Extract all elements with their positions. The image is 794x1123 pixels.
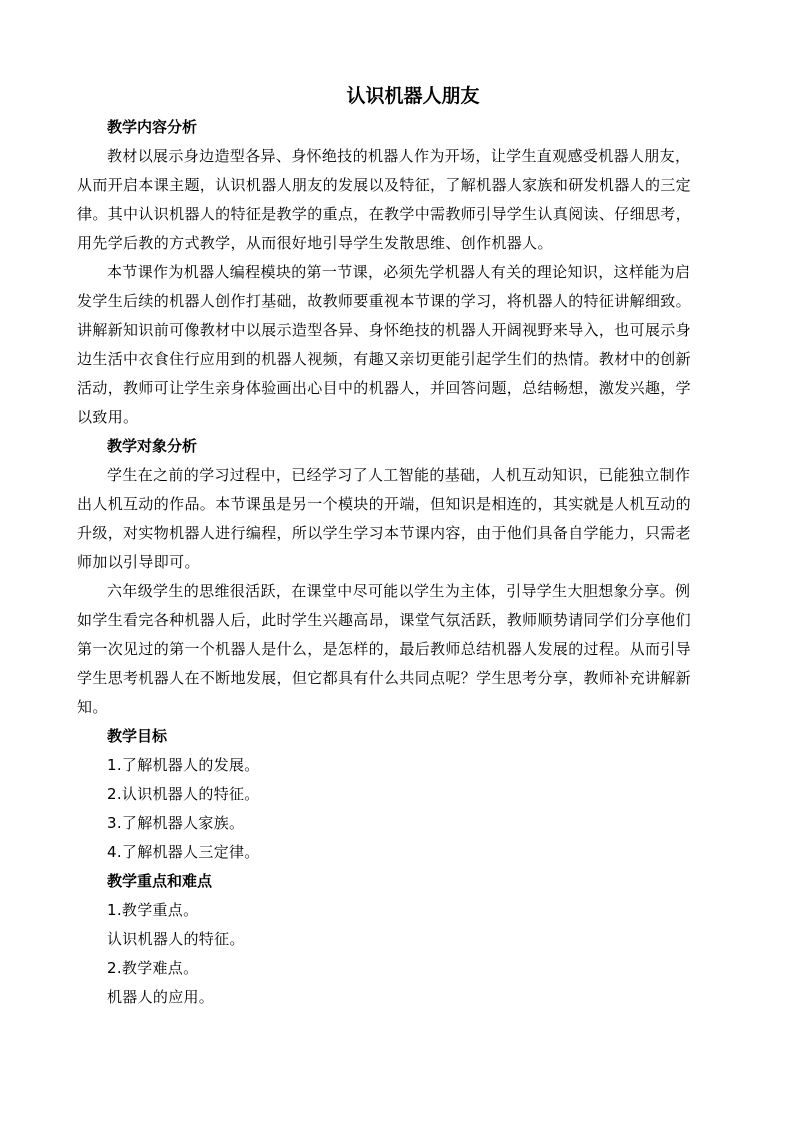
list-item: 2.教学难点。 [107,959,199,977]
section-heading-objectives: 教学目标 [107,727,168,745]
paragraph [77,577,719,722]
paragraph-line: 用先学后教的方式教学，从而很好地引导学生发散思维、创作机器人。 [77,234,553,252]
paragraph [77,142,719,258]
paragraph-line: 升级，对实物机器人进行编程，所以学生学习本节课内容，由于他们具备自学能力，只需老 [77,524,692,542]
paragraph [77,461,719,577]
paragraph-line: 发学生后续的机器人创作打基础，故教师要重视本节课的学习，将机器人的特征讲解细致。 [77,292,692,310]
list-item: 1.了解机器人的发展。 [107,756,260,774]
paragraph-line: 学生思考机器人在不断地发展，但它都具有什么共同点呢？学生思考分享，教师补充讲解新 [77,669,692,687]
section-heading-key-points: 教学重点和难点 [107,872,213,890]
paragraph-line: 师加以引导即可。 [77,553,200,571]
paragraph-line: 出人机互动的作品。本节课虽是另一个模块的开端，但知识是相连的，其实就是人机互动的 [77,495,692,513]
paragraph-line: 以致用。 [77,408,139,426]
list-item: 4.了解机器人三定律。 [107,843,260,861]
list-item: 认识机器人的特征。 [107,930,245,948]
list-item: 机器人的应用。 [107,988,215,1006]
section-heading-content-analysis: 教学内容分析 [107,118,198,136]
section-heading-student-analysis: 教学对象分析 [107,437,198,455]
list-item: 3.了解机器人家族。 [107,814,245,832]
paragraph-line: 第一次见过的第一个机器人是什么，是怎样的，最后教师总结机器人发展的过程。从而引导 [77,640,692,658]
paragraph-line: 学生在之前的学习过程中，已经学习了人工智能的基础，人机互动知识，已能独立制作 [107,466,691,484]
paragraph-line: 边生活中衣食住行应用到的机器人视频，有趣又亲切更能引起学生们的热情。教材中的创新 [77,350,692,368]
paragraph-line: 如学生看完各种机器人后，此时学生兴趣高昂，课堂气氛活跃，教师顺势请同学们分享他们 [77,611,692,629]
paragraph-line: 本节课作为机器人编程模块的第一节课，必须先学机器人有关的理论知识，这样能为启 [107,263,691,281]
paragraph-line: 从而开启本课主题，认识机器人朋友的发展以及特征，了解机器人家族和研发机器人的三定 [77,176,692,194]
paragraph-line: 教材以展示身边造型各异、身怀绝技的机器人作为开场，让学生直观感受机器人朋友， [107,147,691,165]
paragraph-line: 律。其中认识机器人的特征是教学的重点，在教学中需教师引导学生认真阅读、仔细思考， [77,205,692,223]
paragraph-line: 讲解新知识前可像教材中以展示造型各异、身怀绝技的机器人开阔视野来导入，也可展示身 [77,321,692,339]
list-item: 2.认识机器人的特征。 [107,785,260,803]
paragraph-line: 活动，教师可让学生亲身体验画出心目中的机器人，并回答问题，总结畅想，激发兴趣，学 [77,379,692,397]
paragraph-line: 六年级学生的思维很活跃，在课堂中尽可能以学生为主体，引导学生大胆想象分享。例 [107,582,691,600]
paragraph-line: 知。 [77,698,108,716]
document-content [77,80,719,1012]
list-item: 1.教学重点。 [107,901,199,919]
paragraph [77,258,719,432]
document-title: 认识机器人朋友 [346,85,480,107]
